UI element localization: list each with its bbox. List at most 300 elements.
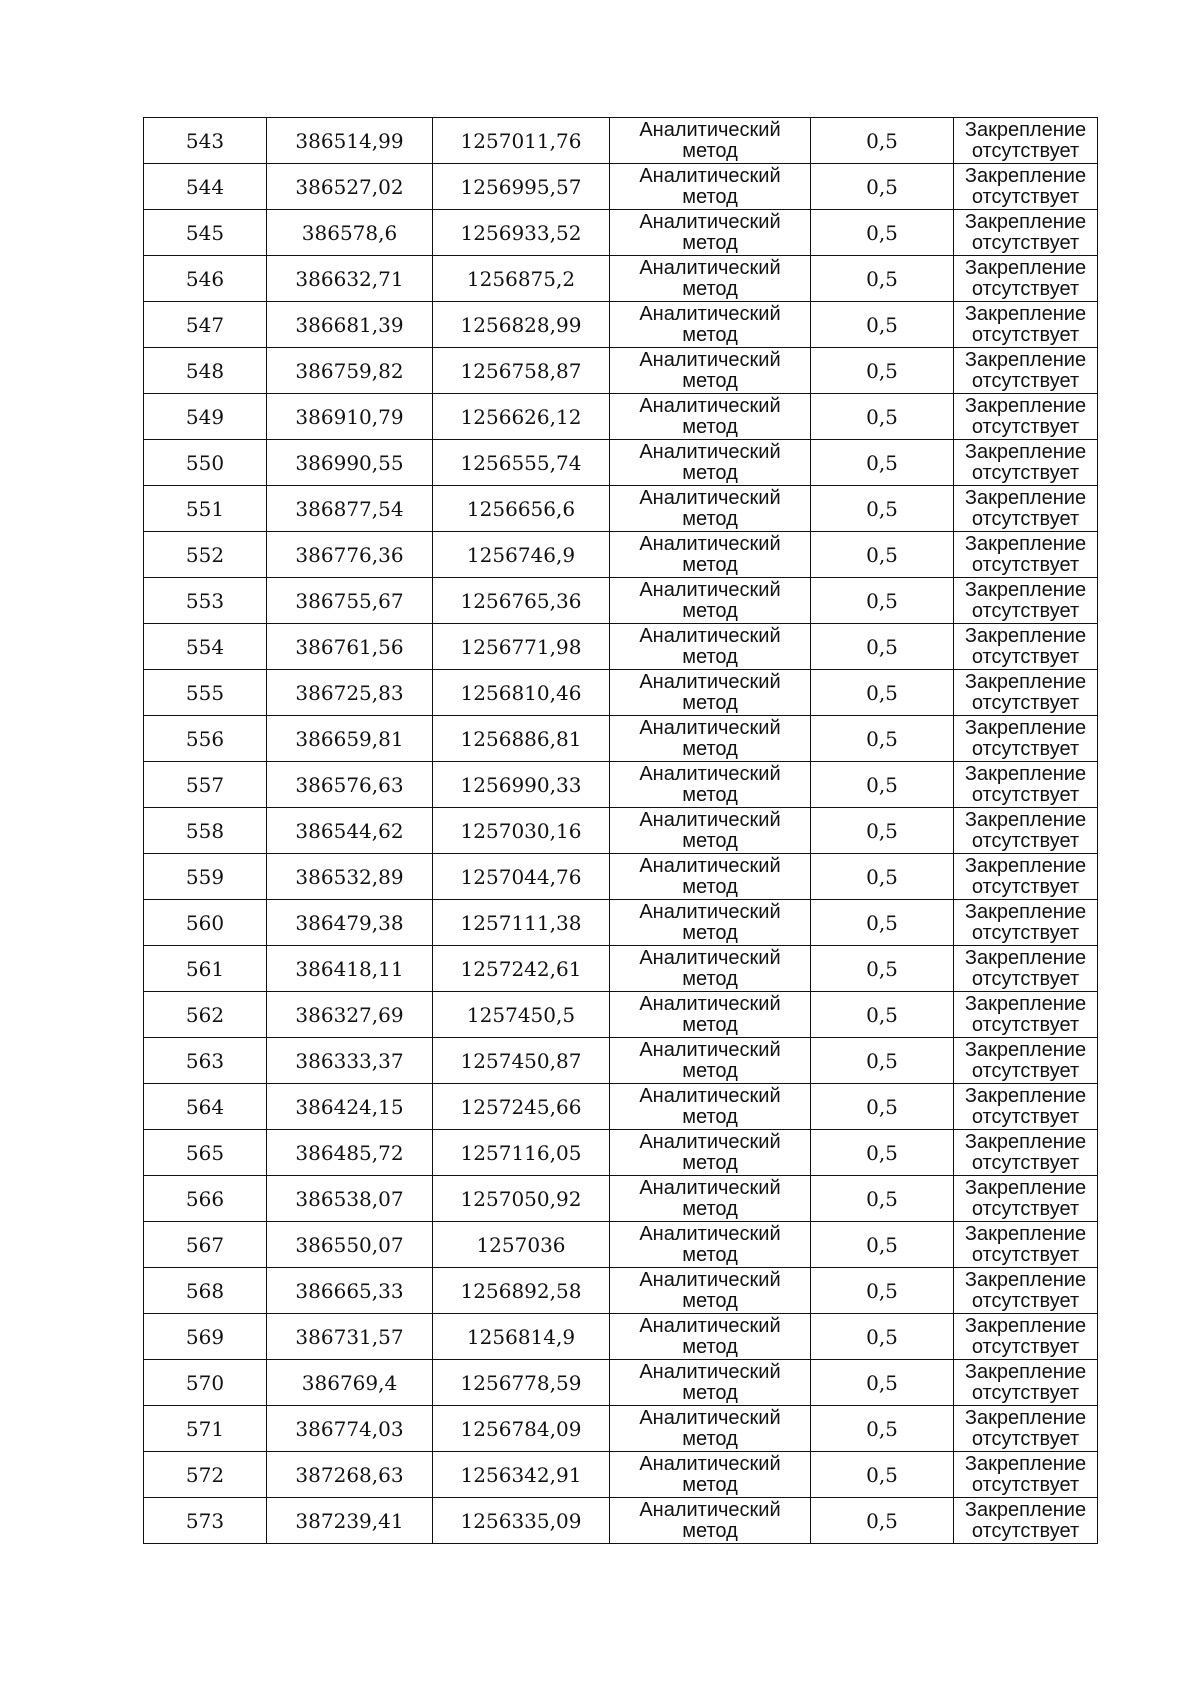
method-text-line2: метод bbox=[682, 1335, 738, 1358]
method-text-line1: Аналитический bbox=[639, 164, 781, 187]
x-coordinate-cell: 386659,81 bbox=[267, 716, 433, 762]
accuracy-cell: 0,5 bbox=[811, 1130, 954, 1176]
point-number-cell: 555 bbox=[144, 670, 267, 716]
accuracy-cell: 0,5 bbox=[811, 1314, 954, 1360]
x-coordinate-cell: 387239,41 bbox=[267, 1498, 433, 1544]
method-text-line1: Аналитический bbox=[639, 302, 781, 325]
accuracy-cell: 0,5 bbox=[811, 486, 954, 532]
method-text-line1: Аналитический bbox=[639, 1314, 781, 1337]
fixation-text-line2: отсутствует bbox=[971, 1335, 1080, 1358]
fixation-text-line1: Закрепление bbox=[964, 1314, 1087, 1337]
fixation-text-line1: Закрепление bbox=[964, 164, 1087, 187]
fixation-text-line2: отсутствует bbox=[971, 185, 1080, 208]
method-cell bbox=[610, 670, 811, 716]
method-text-line2: метод bbox=[682, 553, 738, 576]
method-text-line2: метод bbox=[682, 277, 738, 300]
fixation-text-line1: Закрепление bbox=[964, 1130, 1087, 1153]
x-coordinate-cell: 386776,36 bbox=[267, 532, 433, 578]
fixation-cell bbox=[954, 1176, 1098, 1222]
method-cell bbox=[610, 302, 811, 348]
accuracy-cell: 0,5 bbox=[811, 1176, 954, 1222]
fixation-cell bbox=[954, 716, 1098, 762]
y-coordinate-cell: 1256892,58 bbox=[433, 1268, 610, 1314]
point-number-cell: 567 bbox=[144, 1222, 267, 1268]
y-coordinate-cell: 1256335,09 bbox=[433, 1498, 610, 1544]
point-number-cell: 565 bbox=[144, 1130, 267, 1176]
point-number-cell: 554 bbox=[144, 624, 267, 670]
method-text-line2: метод bbox=[682, 1243, 738, 1266]
table-row bbox=[144, 1360, 1098, 1406]
table-row bbox=[144, 1314, 1098, 1360]
fixation-cell bbox=[954, 1222, 1098, 1268]
method-cell bbox=[610, 256, 811, 302]
method-text-line2: метод bbox=[682, 829, 738, 852]
fixation-text-line1: Закрепление bbox=[964, 854, 1087, 877]
fixation-text-line2: отсутствует bbox=[971, 691, 1080, 714]
y-coordinate-cell: 1257242,61 bbox=[433, 946, 610, 992]
x-coordinate-cell: 386578,6 bbox=[267, 210, 433, 256]
method-cell bbox=[610, 854, 811, 900]
x-coordinate-cell: 386532,89 bbox=[267, 854, 433, 900]
fixation-text-line2: отсутствует bbox=[971, 553, 1080, 576]
y-coordinate-cell: 1256765,36 bbox=[433, 578, 610, 624]
fixation-cell bbox=[954, 210, 1098, 256]
method-text-line1: Аналитический bbox=[639, 256, 781, 279]
method-text-line1: Аналитический bbox=[639, 624, 781, 647]
fixation-cell bbox=[954, 578, 1098, 624]
table-row bbox=[144, 992, 1098, 1038]
method-text-line2: метод bbox=[682, 415, 738, 438]
table-row bbox=[144, 210, 1098, 256]
y-coordinate-cell: 1257036 bbox=[433, 1222, 610, 1268]
x-coordinate-cell: 387268,63 bbox=[267, 1452, 433, 1498]
method-text-line1: Аналитический bbox=[639, 946, 781, 969]
table-row bbox=[144, 900, 1098, 946]
method-text-line1: Аналитический bbox=[639, 808, 781, 831]
x-coordinate-cell: 386418,11 bbox=[267, 946, 433, 992]
x-coordinate-cell: 386527,02 bbox=[267, 164, 433, 210]
fixation-text-line1: Закрепление bbox=[964, 532, 1087, 555]
y-coordinate-cell: 1257050,92 bbox=[433, 1176, 610, 1222]
method-cell bbox=[610, 486, 811, 532]
point-number-cell: 569 bbox=[144, 1314, 267, 1360]
method-cell bbox=[610, 900, 811, 946]
method-cell bbox=[610, 762, 811, 808]
fixation-cell bbox=[954, 1314, 1098, 1360]
x-coordinate-cell: 386731,57 bbox=[267, 1314, 433, 1360]
point-number-cell: 551 bbox=[144, 486, 267, 532]
accuracy-cell: 0,5 bbox=[811, 302, 954, 348]
fixation-cell bbox=[954, 670, 1098, 716]
method-text-line2: метод bbox=[682, 1519, 738, 1542]
method-text-line1: Аналитический bbox=[639, 854, 781, 877]
method-text-line2: метод bbox=[682, 921, 738, 944]
x-coordinate-cell: 386538,07 bbox=[267, 1176, 433, 1222]
y-coordinate-cell: 1256875,2 bbox=[433, 256, 610, 302]
point-number-cell: 566 bbox=[144, 1176, 267, 1222]
table-row bbox=[144, 1038, 1098, 1084]
fixation-cell bbox=[954, 440, 1098, 486]
method-cell bbox=[610, 578, 811, 624]
fixation-text-line2: отсутствует bbox=[971, 599, 1080, 622]
fixation-text-line1: Закрепление bbox=[964, 900, 1087, 923]
point-number-cell: 543 bbox=[144, 118, 267, 164]
fixation-text-line2: отсутствует bbox=[971, 231, 1080, 254]
point-number-cell: 557 bbox=[144, 762, 267, 808]
fixation-cell bbox=[954, 624, 1098, 670]
table-row bbox=[144, 1130, 1098, 1176]
y-coordinate-cell: 1256656,6 bbox=[433, 486, 610, 532]
method-cell bbox=[610, 1222, 811, 1268]
fixation-cell bbox=[954, 394, 1098, 440]
method-text-line2: метод bbox=[682, 599, 738, 622]
accuracy-cell: 0,5 bbox=[811, 210, 954, 256]
table-row bbox=[144, 532, 1098, 578]
fixation-text-line1: Закрепление bbox=[964, 1038, 1087, 1061]
x-coordinate-cell: 386759,82 bbox=[267, 348, 433, 394]
fixation-text-line2: отсутствует bbox=[971, 1105, 1080, 1128]
table-row bbox=[144, 1452, 1098, 1498]
accuracy-cell: 0,5 bbox=[811, 762, 954, 808]
fixation-text-line2: отсутствует bbox=[971, 1059, 1080, 1082]
x-coordinate-cell: 386877,54 bbox=[267, 486, 433, 532]
method-cell bbox=[610, 1498, 811, 1544]
table-row bbox=[144, 762, 1098, 808]
y-coordinate-cell: 1256758,87 bbox=[433, 348, 610, 394]
fixation-cell bbox=[954, 1498, 1098, 1544]
table-row bbox=[144, 624, 1098, 670]
table-row bbox=[144, 256, 1098, 302]
accuracy-cell: 0,5 bbox=[811, 394, 954, 440]
fixation-cell bbox=[954, 348, 1098, 394]
fixation-text-line1: Закрепление bbox=[964, 486, 1087, 509]
method-text-line1: Аналитический bbox=[639, 1084, 781, 1107]
accuracy-cell: 0,5 bbox=[811, 348, 954, 394]
x-coordinate-cell: 386424,15 bbox=[267, 1084, 433, 1130]
point-number-cell: 552 bbox=[144, 532, 267, 578]
method-text-line2: метод bbox=[682, 645, 738, 668]
fixation-text-line2: отсутствует bbox=[971, 1151, 1080, 1174]
method-text-line1: Аналитический bbox=[639, 900, 781, 923]
method-cell bbox=[610, 946, 811, 992]
fixation-cell bbox=[954, 1268, 1098, 1314]
accuracy-cell: 0,5 bbox=[811, 1268, 954, 1314]
y-coordinate-cell: 1257450,87 bbox=[433, 1038, 610, 1084]
fixation-cell bbox=[954, 992, 1098, 1038]
table-body bbox=[144, 118, 1098, 1544]
point-number-cell: 570 bbox=[144, 1360, 267, 1406]
y-coordinate-cell: 1256342,91 bbox=[433, 1452, 610, 1498]
point-number-cell: 558 bbox=[144, 808, 267, 854]
point-number-cell: 573 bbox=[144, 1498, 267, 1544]
accuracy-cell: 0,5 bbox=[811, 1360, 954, 1406]
table-row bbox=[144, 302, 1098, 348]
point-number-cell: 572 bbox=[144, 1452, 267, 1498]
fixation-text-line1: Закрепление bbox=[964, 1268, 1087, 1291]
accuracy-cell: 0,5 bbox=[811, 164, 954, 210]
method-cell bbox=[610, 532, 811, 578]
fixation-text-line1: Закрепление bbox=[964, 808, 1087, 831]
method-text-line1: Аналитический bbox=[639, 1406, 781, 1429]
x-coordinate-cell: 386769,4 bbox=[267, 1360, 433, 1406]
x-coordinate-cell: 386544,62 bbox=[267, 808, 433, 854]
fixation-text-line2: отсутствует bbox=[971, 967, 1080, 990]
accuracy-cell: 0,5 bbox=[811, 716, 954, 762]
x-coordinate-cell: 386725,83 bbox=[267, 670, 433, 716]
fixation-text-line1: Закрепление bbox=[964, 1452, 1087, 1475]
fixation-cell bbox=[954, 532, 1098, 578]
method-cell bbox=[610, 1176, 811, 1222]
fixation-text-line2: отсутствует bbox=[971, 507, 1080, 530]
point-number-cell: 548 bbox=[144, 348, 267, 394]
method-text-line1: Аналитический bbox=[639, 394, 781, 417]
accuracy-cell: 0,5 bbox=[811, 118, 954, 164]
method-cell bbox=[610, 210, 811, 256]
method-text-line1: Аналитический bbox=[639, 486, 781, 509]
method-text-line2: метод bbox=[682, 1427, 738, 1450]
table-row bbox=[144, 394, 1098, 440]
fixation-text-line1: Закрепление bbox=[964, 946, 1087, 969]
fixation-text-line2: отсутствует bbox=[971, 1013, 1080, 1036]
method-text-line2: метод bbox=[682, 231, 738, 254]
accuracy-cell: 0,5 bbox=[811, 1406, 954, 1452]
point-number-cell: 563 bbox=[144, 1038, 267, 1084]
method-cell bbox=[610, 1084, 811, 1130]
table-row bbox=[144, 348, 1098, 394]
accuracy-cell: 0,5 bbox=[811, 1498, 954, 1544]
accuracy-cell: 0,5 bbox=[811, 808, 954, 854]
fixation-cell bbox=[954, 1084, 1098, 1130]
table-row bbox=[144, 440, 1098, 486]
fixation-text-line2: отсутствует bbox=[971, 1381, 1080, 1404]
fixation-cell bbox=[954, 854, 1098, 900]
method-text-line2: метод bbox=[682, 1473, 738, 1496]
method-text-line1: Аналитический bbox=[639, 670, 781, 693]
method-text-line2: метод bbox=[682, 369, 738, 392]
x-coordinate-cell: 386681,39 bbox=[267, 302, 433, 348]
point-number-cell: 564 bbox=[144, 1084, 267, 1130]
method-cell bbox=[610, 164, 811, 210]
method-cell bbox=[610, 118, 811, 164]
fixation-text-line2: отсутствует bbox=[971, 1473, 1080, 1496]
method-text-line1: Аналитический bbox=[639, 1268, 781, 1291]
accuracy-cell: 0,5 bbox=[811, 992, 954, 1038]
fixation-text-line2: отсутствует bbox=[971, 323, 1080, 346]
table-row bbox=[144, 946, 1098, 992]
table-row bbox=[144, 164, 1098, 210]
table-row bbox=[144, 670, 1098, 716]
fixation-cell bbox=[954, 1360, 1098, 1406]
fixation-cell bbox=[954, 900, 1098, 946]
fixation-text-line1: Закрепление bbox=[964, 1176, 1087, 1199]
method-text-line2: метод bbox=[682, 323, 738, 346]
method-text-line1: Аналитический bbox=[639, 762, 781, 785]
point-number-cell: 549 bbox=[144, 394, 267, 440]
x-coordinate-cell: 386514,99 bbox=[267, 118, 433, 164]
x-coordinate-cell: 386990,55 bbox=[267, 440, 433, 486]
y-coordinate-cell: 1257030,16 bbox=[433, 808, 610, 854]
x-coordinate-cell: 386327,69 bbox=[267, 992, 433, 1038]
table-row bbox=[144, 1406, 1098, 1452]
fixation-text-line2: отсутствует bbox=[971, 415, 1080, 438]
fixation-cell bbox=[954, 1130, 1098, 1176]
table-row bbox=[144, 1176, 1098, 1222]
point-number-cell: 559 bbox=[144, 854, 267, 900]
y-coordinate-cell: 1256784,09 bbox=[433, 1406, 610, 1452]
fixation-text-line1: Закрепление bbox=[964, 578, 1087, 601]
accuracy-cell: 0,5 bbox=[811, 670, 954, 716]
fixation-text-line2: отсутствует bbox=[971, 1519, 1080, 1542]
fixation-text-line1: Закрепление bbox=[964, 762, 1087, 785]
method-cell bbox=[610, 808, 811, 854]
fixation-cell bbox=[954, 1406, 1098, 1452]
point-number-cell: 553 bbox=[144, 578, 267, 624]
table-row bbox=[144, 1084, 1098, 1130]
point-number-cell: 547 bbox=[144, 302, 267, 348]
method-text-line1: Аналитический bbox=[639, 1360, 781, 1383]
method-text-line2: метод bbox=[682, 461, 738, 484]
method-cell bbox=[610, 1130, 811, 1176]
table-row bbox=[144, 1222, 1098, 1268]
method-text-line1: Аналитический bbox=[639, 992, 781, 1015]
method-text-line2: метод bbox=[682, 737, 738, 760]
method-cell bbox=[610, 624, 811, 670]
fixation-cell bbox=[954, 1038, 1098, 1084]
y-coordinate-cell: 1256814,9 bbox=[433, 1314, 610, 1360]
method-text-line2: метод bbox=[682, 967, 738, 990]
table-row bbox=[144, 716, 1098, 762]
table-row bbox=[144, 578, 1098, 624]
method-text-line2: метод bbox=[682, 185, 738, 208]
x-coordinate-cell: 386485,72 bbox=[267, 1130, 433, 1176]
method-text-line1: Аналитический bbox=[639, 1222, 781, 1245]
fixation-text-line2: отсутствует bbox=[971, 829, 1080, 852]
fixation-text-line2: отсутствует bbox=[971, 1243, 1080, 1266]
method-cell bbox=[610, 1452, 811, 1498]
fixation-text-line2: отсутствует bbox=[971, 139, 1080, 162]
accuracy-cell: 0,5 bbox=[811, 256, 954, 302]
fixation-text-line1: Закрепление bbox=[964, 440, 1087, 463]
y-coordinate-cell: 1256771,98 bbox=[433, 624, 610, 670]
fixation-text-line2: отсутствует bbox=[971, 1289, 1080, 1312]
method-cell bbox=[610, 1406, 811, 1452]
fixation-text-line1: Закрепление bbox=[964, 210, 1087, 233]
method-cell bbox=[610, 1360, 811, 1406]
x-coordinate-cell: 386910,79 bbox=[267, 394, 433, 440]
y-coordinate-cell: 1256933,52 bbox=[433, 210, 610, 256]
method-text-line2: метод bbox=[682, 1013, 738, 1036]
y-coordinate-cell: 1257116,05 bbox=[433, 1130, 610, 1176]
method-text-line2: метод bbox=[682, 783, 738, 806]
fixation-text-line2: отсутствует bbox=[971, 277, 1080, 300]
accuracy-cell: 0,5 bbox=[811, 900, 954, 946]
accuracy-cell: 0,5 bbox=[811, 946, 954, 992]
fixation-cell bbox=[954, 256, 1098, 302]
fixation-cell bbox=[954, 302, 1098, 348]
fixation-cell bbox=[954, 118, 1098, 164]
y-coordinate-cell: 1256886,81 bbox=[433, 716, 610, 762]
table-row bbox=[144, 808, 1098, 854]
method-text-line2: метод bbox=[682, 1151, 738, 1174]
x-coordinate-cell: 386665,33 bbox=[267, 1268, 433, 1314]
accuracy-cell: 0,5 bbox=[811, 1038, 954, 1084]
fixation-text-line1: Закрепление bbox=[964, 716, 1087, 739]
method-text-line1: Аналитический bbox=[639, 716, 781, 739]
fixation-text-line2: отсутствует bbox=[971, 783, 1080, 806]
accuracy-cell: 0,5 bbox=[811, 854, 954, 900]
accuracy-cell: 0,5 bbox=[811, 1084, 954, 1130]
accuracy-cell: 0,5 bbox=[811, 624, 954, 670]
fixation-text-line1: Закрепление bbox=[964, 394, 1087, 417]
table-row bbox=[144, 854, 1098, 900]
fixation-text-line2: отсутствует bbox=[971, 461, 1080, 484]
y-coordinate-cell: 1256626,12 bbox=[433, 394, 610, 440]
table-row bbox=[144, 1498, 1098, 1544]
method-text-line1: Аналитический bbox=[639, 210, 781, 233]
method-text-line1: Аналитический bbox=[639, 532, 781, 555]
point-number-cell: 550 bbox=[144, 440, 267, 486]
accuracy-cell: 0,5 bbox=[811, 1452, 954, 1498]
method-cell bbox=[610, 1038, 811, 1084]
method-text-line2: метод bbox=[682, 875, 738, 898]
fixation-cell bbox=[954, 808, 1098, 854]
method-text-line2: метод bbox=[682, 1381, 738, 1404]
fixation-text-line1: Закрепление bbox=[964, 992, 1087, 1015]
accuracy-cell: 0,5 bbox=[811, 1222, 954, 1268]
fixation-text-line1: Закрепление bbox=[964, 1084, 1087, 1107]
x-coordinate-cell: 386755,67 bbox=[267, 578, 433, 624]
method-text-line2: метод bbox=[682, 1105, 738, 1128]
fixation-text-line1: Закрепление bbox=[964, 624, 1087, 647]
accuracy-cell: 0,5 bbox=[811, 440, 954, 486]
x-coordinate-cell: 386550,07 bbox=[267, 1222, 433, 1268]
table-row bbox=[144, 118, 1098, 164]
x-coordinate-cell: 386632,71 bbox=[267, 256, 433, 302]
point-number-cell: 561 bbox=[144, 946, 267, 992]
method-text-line1: Аналитический bbox=[639, 440, 781, 463]
method-cell bbox=[610, 1314, 811, 1360]
method-text-line1: Аналитический bbox=[639, 348, 781, 371]
fixation-text-line1: Закрепление bbox=[964, 1406, 1087, 1429]
fixation-text-line1: Закрепление bbox=[964, 1498, 1087, 1521]
method-text-line2: метод bbox=[682, 1059, 738, 1082]
point-number-cell: 571 bbox=[144, 1406, 267, 1452]
fixation-text-line1: Закрепление bbox=[964, 302, 1087, 325]
y-coordinate-cell: 1257011,76 bbox=[433, 118, 610, 164]
fixation-text-line2: отсутствует bbox=[971, 645, 1080, 668]
x-coordinate-cell: 386333,37 bbox=[267, 1038, 433, 1084]
fixation-text-line1: Закрепление bbox=[964, 256, 1087, 279]
method-text-line2: метод bbox=[682, 1289, 738, 1312]
method-cell bbox=[610, 394, 811, 440]
y-coordinate-cell: 1256778,59 bbox=[433, 1360, 610, 1406]
y-coordinate-cell: 1256995,57 bbox=[433, 164, 610, 210]
fixation-cell bbox=[954, 486, 1098, 532]
method-cell bbox=[610, 1268, 811, 1314]
coordinates-table bbox=[143, 117, 1098, 1544]
x-coordinate-cell: 386761,56 bbox=[267, 624, 433, 670]
accuracy-cell: 0,5 bbox=[811, 532, 954, 578]
table-row bbox=[144, 1268, 1098, 1314]
method-text-line1: Аналитический bbox=[639, 578, 781, 601]
fixation-text-line2: отсутствует bbox=[971, 737, 1080, 760]
fixation-cell bbox=[954, 164, 1098, 210]
point-number-cell: 556 bbox=[144, 716, 267, 762]
fixation-cell bbox=[954, 946, 1098, 992]
x-coordinate-cell: 386479,38 bbox=[267, 900, 433, 946]
point-number-cell: 545 bbox=[144, 210, 267, 256]
method-text-line2: метод bbox=[682, 139, 738, 162]
